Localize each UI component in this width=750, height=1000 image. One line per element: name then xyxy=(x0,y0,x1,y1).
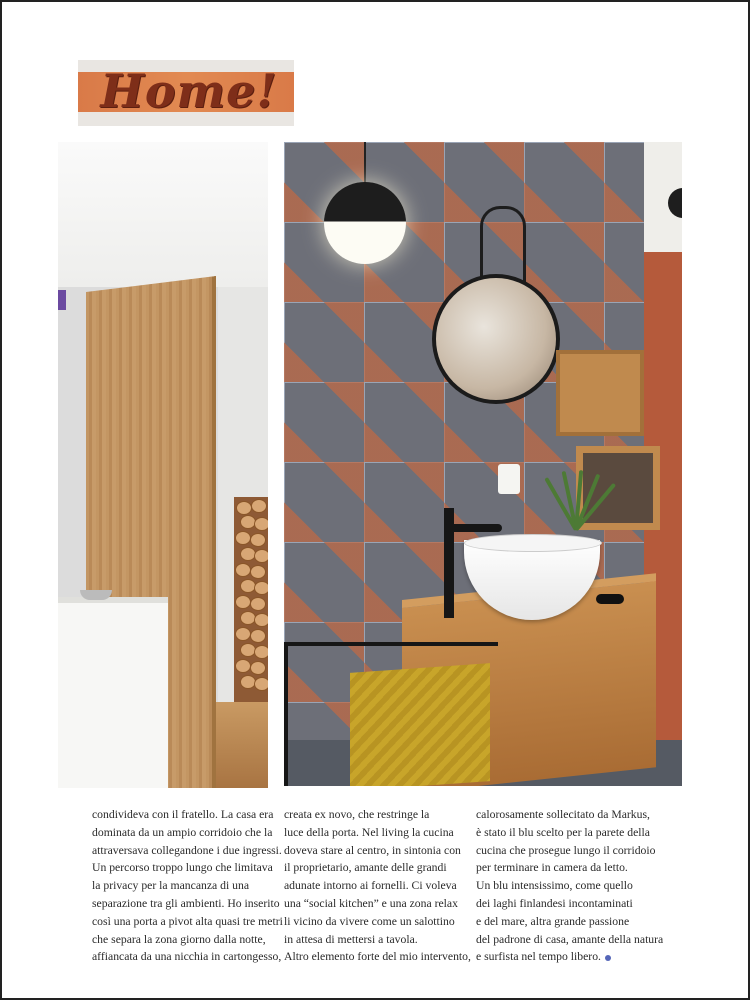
text-line: cucina che prosegue lungo il corridoio xyxy=(476,843,656,857)
photo-round-mirror xyxy=(432,274,560,404)
photo-white-counter xyxy=(58,597,168,788)
text-line: condivideva con il fratello. La casa era xyxy=(92,808,274,821)
text-line: una “social kitchen” e una zona relax xyxy=(284,896,458,910)
photo-plant xyxy=(546,460,606,530)
article-column-1 xyxy=(92,806,283,966)
text-line: Un blu intensissimo, come quello xyxy=(476,879,633,893)
photo-wall-accent xyxy=(58,290,66,310)
photo-pendant-lamp xyxy=(324,182,406,264)
photo-bowl xyxy=(80,590,112,600)
photo-hallway-pivot-door xyxy=(58,142,268,788)
text-line: che separa la zona giorno dalla notte, xyxy=(92,932,266,946)
text-line: Un percorso troppo lungo che limitava xyxy=(92,861,273,875)
text-line: la privacy per la mancanza di una xyxy=(92,879,250,893)
photo-ceiling xyxy=(58,142,268,287)
text-line: luce della porta. Nel living la cucina xyxy=(284,825,454,839)
text-line: attraversava collegandone i due ingressi. xyxy=(92,843,282,857)
text-line: così una porta a pivot alta quasi tre metri xyxy=(92,914,283,928)
text-line: affiancata da una nicchia in cartongesso, xyxy=(92,950,282,964)
text-line: calorosamente sollecitato da Markus, xyxy=(476,808,650,821)
magazine-logo xyxy=(78,60,294,126)
photo-wood-cabinet xyxy=(556,350,644,436)
text-line: creata ex novo, che restringe la xyxy=(284,808,430,821)
text-line: Altro elemento forte del mio intervento, xyxy=(284,950,471,964)
text-line: e del mare, altra grande passione xyxy=(476,914,630,928)
article-column-3 xyxy=(476,806,664,966)
text-line: adunate intorno ai fornelli. Ci voleva xyxy=(284,879,457,893)
photo-sink-rim xyxy=(464,534,602,552)
text-line: doveva stare al centro, in sintonia con xyxy=(284,843,461,857)
text-line-last xyxy=(476,948,656,966)
photo-faucet-spout xyxy=(444,524,502,532)
text-line: li vicino da vivere come un salottino xyxy=(284,914,455,928)
photo-soap-dish xyxy=(596,594,624,604)
article-column-2 xyxy=(284,806,471,966)
text-line: dominata da un ampio corridoio che la xyxy=(92,825,273,839)
photo-log-niche xyxy=(234,497,268,702)
text-line: dei laghi finlandesi incontaminati xyxy=(476,896,633,910)
photo-second-lamp xyxy=(668,188,682,218)
logo-text: Home! xyxy=(100,64,278,118)
photo-lamp-cord xyxy=(364,142,366,184)
text-line: del padrone di casa, amante della natura xyxy=(476,932,664,946)
text-line: in attesa di mettersi a tavola. xyxy=(284,932,418,946)
text-line: separazione tra gli ambienti. Ho inserito xyxy=(92,896,280,910)
text-line: e surfista nel tempo libero. xyxy=(476,950,601,964)
text-line: il proprietario, amante delle grandi xyxy=(284,861,447,875)
text-line: è stato il blu scelto per la parete della xyxy=(476,825,650,839)
text-line: per terminare in camera da letto. xyxy=(476,861,628,875)
photo-bathroom xyxy=(284,142,682,786)
end-mark-icon xyxy=(605,955,611,961)
photo-wall-socket xyxy=(498,464,520,494)
photo-yellow-towel xyxy=(350,663,490,786)
